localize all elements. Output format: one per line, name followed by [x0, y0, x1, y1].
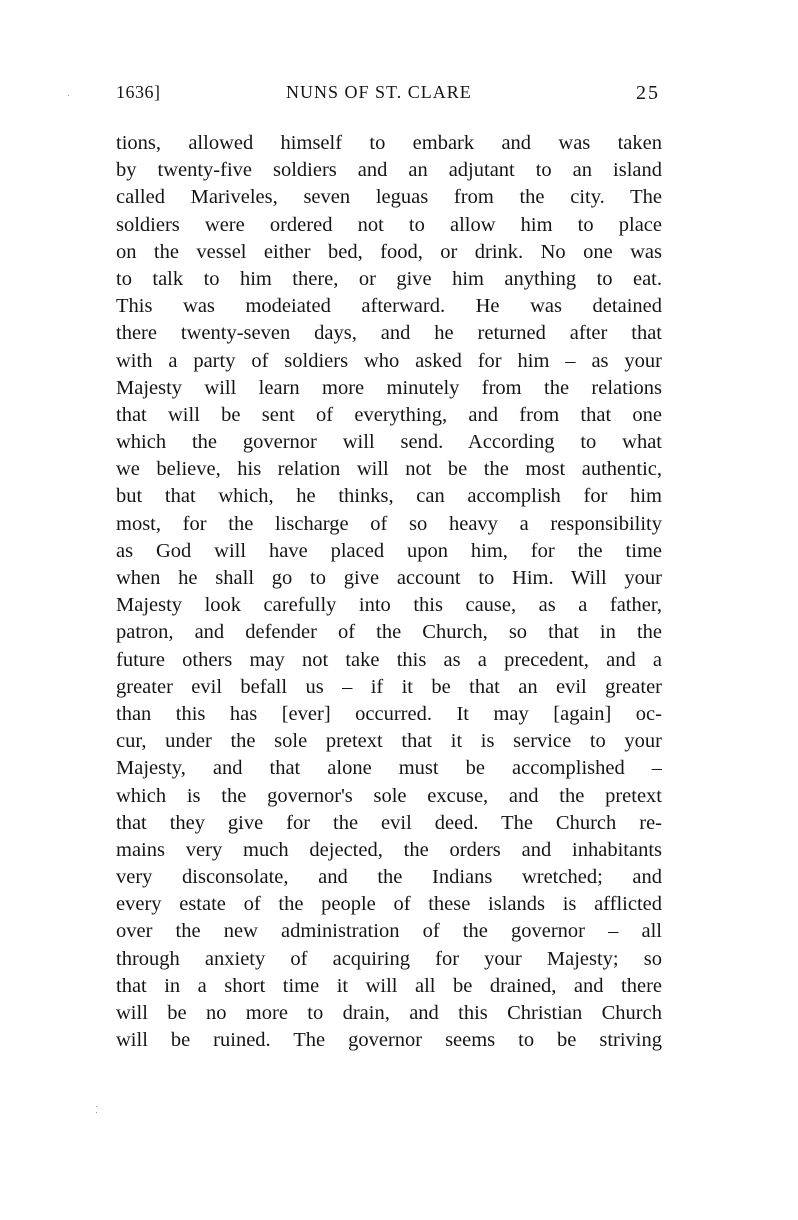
text-line: as God will have placed upon him, for the time [116, 539, 662, 562]
text-line: Majesty look carefully into this cause, as a father, [116, 594, 662, 617]
text-line: that will be sent of everything, and from that one [116, 403, 662, 426]
text-line: will be no more to drain, and this Christian Church [116, 1002, 662, 1024]
text-line: Majesty will learn more minutely from the relations [116, 376, 662, 399]
scan-speck [68, 95, 69, 96]
text-line: very disconsolate, and the Indians wretched; and [116, 866, 662, 889]
text-line: cur, under the sole pretext that it is service to your [116, 730, 662, 753]
text-line: with a party of soldiers who asked for him – as your [116, 349, 662, 372]
text-line: but that which, he thinks, can accomplish for him [116, 485, 662, 508]
text-line: by twenty-five soldiers and an adjutant to an island [116, 159, 662, 182]
text-line: This was modeiated afterward. He was detained [116, 295, 662, 318]
text-line: called Mariveles, seven leguas from the city. The [116, 186, 662, 209]
text-line: will be ruined. The governor seems to be striving [116, 1029, 662, 1052]
text-line: soldiers were ordered not to allow him to place [116, 213, 662, 236]
text-line: which is the governor's sole excuse, and the pretext [116, 784, 662, 807]
scan-speck [96, 1112, 97, 1113]
text-line: patron, and defender of the Church, so that in the [116, 621, 662, 644]
text-line: which the governor will send. According to what [116, 431, 662, 454]
text-line: mains very much dejected, the orders and inhabitants [116, 838, 662, 861]
body-paragraph [116, 130, 662, 1054]
text-line: there twenty-seven days, and he returned after that [116, 322, 662, 345]
text-line: future others may not take this as a precedent, and a [116, 648, 662, 671]
text-line: greater evil befall us – if it be that an evil greater [116, 675, 662, 698]
text-line: over the new administration of the governor – all [116, 920, 662, 943]
header-year: 1636] [116, 82, 161, 102]
running-header [116, 82, 660, 110]
page-number: 25 [636, 82, 660, 104]
text-line: through anxiety of acquiring for your Majesty; so [116, 947, 662, 970]
text-line: to talk to him there, or give him anything to eat. [116, 267, 662, 290]
text-line: we believe, his relation will not be the most authentic, [116, 458, 662, 481]
text-line: on the vessel either bed, food, or drink. No one was [116, 240, 662, 263]
scan-speck [96, 1106, 97, 1107]
text-line: when he shall go to give account to Him. Will your [116, 567, 662, 589]
text-line: that in a short time it will all be drained, and there [116, 974, 662, 997]
text-line: than this has [ever] occurred. It may [again] oc- [116, 702, 662, 725]
header-title: NUNS OF ST. CLARE [286, 82, 472, 102]
text-line: tions, allowed himself to embark and was taken [116, 132, 662, 154]
text-line: most, for the lischarge of so heavy a responsibility [116, 512, 662, 535]
text-line: Majesty, and that alone must be accomplished – [116, 757, 662, 780]
text-line: that they give for the evil deed. The Church re- [116, 811, 662, 834]
text-line: every estate of the people of these islands is afflicted [116, 893, 662, 916]
